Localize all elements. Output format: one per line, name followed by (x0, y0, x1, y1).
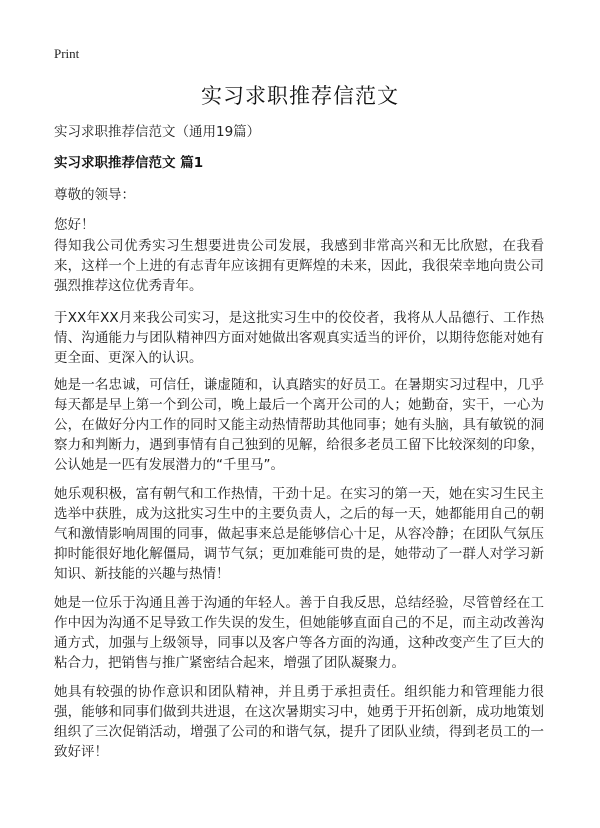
paragraph-4: 她乐观积极，富有朝气和工作热情，干劲十足。在实习的第一天，她在实习生民主选举中获胜，成为这批实习生中的主要负责人，之后的每一天，她都能用自己的朝气和激情影响周围的同事，做起事来总是能够信心十足，从容冷静；在团队气氛压抑时能很好地化解僵局，调节气氛；更加难能可贵的是，她带动了一群人对学习新知识、新技能的兴趣与热情！ (54, 486, 544, 582)
paragraph-1: 得知我公司优秀实习生想要进贵公司发展，我感到非常高兴和无比欣慰，在我看来，这样一个上进的有志青年应该拥有更辉煌的未来，因此，我很荣幸地向贵公司强烈推荐这位优秀青年。 (54, 238, 544, 294)
paragraph-2: 于XX年XX月来我公司实习，是这批实习生中的佼佼者，我将从人品德行、工作热情、沟通能力与团队精神四方面对她做出客观真实适当的评价，以期待您能对她有更全面、更深入的认识。 (54, 310, 544, 366)
greeting: 您好！ (54, 217, 95, 233)
print-label[interactable]: Print (54, 46, 80, 61)
document-title: 实习求职推荐信范文 (201, 84, 399, 108)
salutation: 尊敬的领导： (54, 187, 135, 203)
paragraph-5: 她是一位乐于沟通且善于沟通的年轻人。善于自我反思，总结经验，尽管曾经在工作中因为沟通不足导致工作失误的发生，但她能够直面自己的不足，而主动改善沟通方式，加强与上级领导，同事以及客户等各方面的沟通，这种改变产生了巨大的粘合力，把销售与推广紧密结合起来，增强了团队凝聚力。 (54, 595, 544, 671)
document-subtitle: 实习求职推荐信范文（通用19篇） (54, 124, 261, 140)
paragraph-6: 她具有较强的协作意识和团队精神，并且勇于承担责任。组织能力和管理能力很强，能够和同事们做到共进退，在这次暑期实习中，她勇于开拓创新，成功地策划组织了三次促销活动，增强了公司的和谐气氛，提升了团队业绩，得到老员工的一致好评！ (54, 684, 544, 760)
section-heading: 实习求职推荐信范文 篇1 (54, 155, 204, 171)
paragraph-3: 她是一名忠诚，可信任，谦虚随和，认真踏实的好员工。在暑期实习过程中，几乎每天都是早上第一个到公司，晚上最后一个离开公司的人；她勤奋，实干，一心为公，在做好分内工作的同时又能主动热情帮助其他同事；她有头脑，具有敏锐的洞察力和判断力，遇到事情有自己独到的见解，给很多老员工留下比较深刻的印象，公认她是一匹有发展潜力的“千里马”。 (54, 377, 544, 473)
